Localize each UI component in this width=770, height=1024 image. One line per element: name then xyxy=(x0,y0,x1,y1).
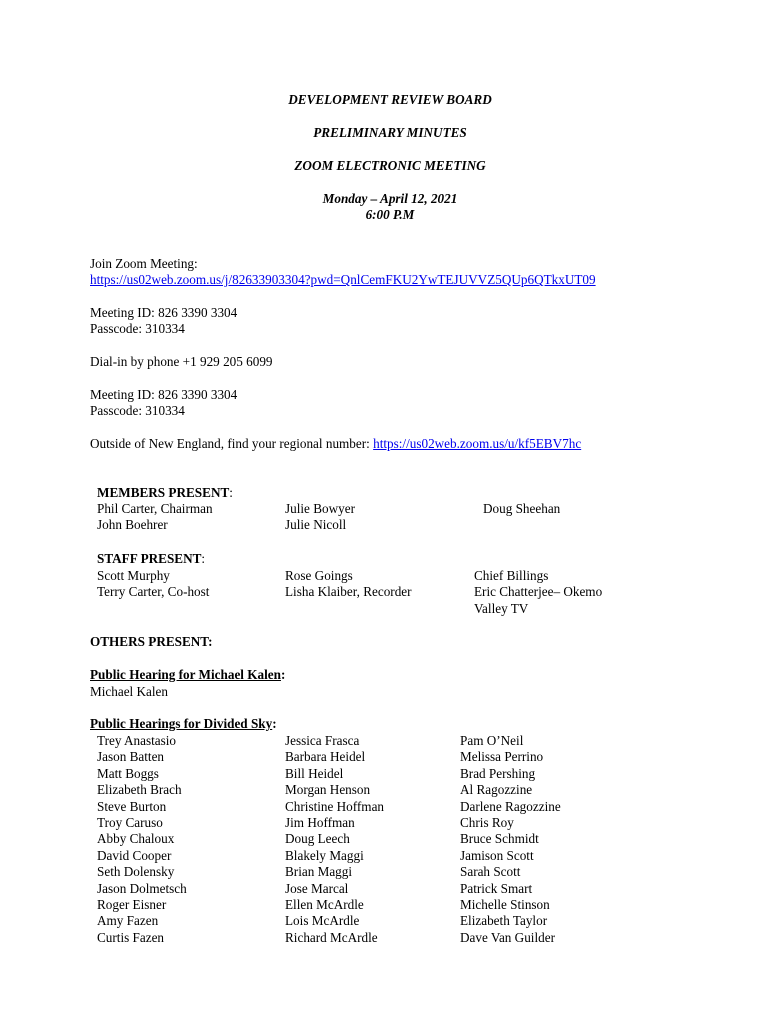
attendee-name: Darlene Ragozzine xyxy=(460,798,561,814)
join-zoom-link[interactable]: https://us02web.zoom.us/j/82633903304?pwd=QnlCemFKU2YwTEJUVVZ5QUp6QTkxUT09 xyxy=(90,272,596,287)
divided-sky-heading-line: Public Hearings for Divided Sky: xyxy=(90,716,277,731)
members-heading-line: MEMBERS PRESENT: xyxy=(97,485,233,500)
attendee-name: Ellen McArdle xyxy=(285,897,364,913)
attendee-name: Christine Hoffman xyxy=(285,798,385,814)
regional-number-line xyxy=(90,436,581,452)
member-name: Julie Nicoll xyxy=(285,517,347,533)
staff-col-1 xyxy=(97,568,209,601)
attendee-name: Abby Chaloux xyxy=(97,831,175,847)
attendee-name: Sarah Scott xyxy=(460,864,521,880)
staff-heading-line: STAFF PRESENT: xyxy=(97,551,206,566)
attendee-name: Brian Maggi xyxy=(285,864,353,880)
attendee-name: Jim Hoffman xyxy=(285,815,355,831)
attendee-name: Matt Boggs xyxy=(97,765,159,781)
staff-col-2 xyxy=(285,568,412,601)
attendee-name: Lois McArdle xyxy=(285,913,360,929)
regional-number-label: Outside of New England, find your regional number: xyxy=(90,436,374,451)
staff-name: Eric Chatterjee– Okemo xyxy=(474,584,603,600)
kalen-hearing-heading-line: Public Hearing for Michael Kalen: xyxy=(90,667,286,682)
attendee-name: Patrick Smart xyxy=(460,880,533,896)
divided-sky-col-2 xyxy=(285,733,384,946)
attendee-name: Al Ragozzine xyxy=(460,782,533,798)
attendee-name: Troy Caruso xyxy=(97,815,163,831)
attendee-name: Elizabeth Taylor xyxy=(460,913,548,929)
passcode-2: Passcode: 310334 xyxy=(90,403,185,418)
attendee-name: Jamison Scott xyxy=(460,847,534,863)
staff-heading: STAFF PRESENT xyxy=(97,551,202,566)
attendee-name: Amy Fazen xyxy=(97,913,159,929)
kalen-attendee: Michael Kalen xyxy=(90,684,168,699)
member-name: Julie Bowyer xyxy=(285,501,355,516)
members-col-2 xyxy=(285,501,355,534)
attendee-name: Steve Burton xyxy=(97,798,167,814)
staff-col-3 xyxy=(474,568,602,617)
regional-number-link[interactable]: https://us02web.zoom.us/u/kf5EBV7hc xyxy=(373,436,582,451)
staff-name: Scott Murphy xyxy=(97,568,170,583)
meeting-date: Monday – April 12, 2021 xyxy=(322,191,458,206)
attendee-name: Seth Dolensky xyxy=(97,864,175,880)
attendee-name: Elizabeth Brach xyxy=(97,782,182,798)
staff-name: Terry Carter, Co-host xyxy=(97,584,210,600)
attendee-name: Jason Dolmetsch xyxy=(97,880,187,896)
meeting-type: ZOOM ELECTRONIC MEETING xyxy=(294,158,486,173)
member-name: Doug Sheehan xyxy=(483,501,561,516)
attendee-name: Morgan Henson xyxy=(285,782,371,798)
staff-name: Valley TV xyxy=(474,600,529,616)
meeting-id-1: Meeting ID: 826 3390 3304 xyxy=(90,305,238,320)
others-heading: OTHERS PRESENT: xyxy=(90,634,213,649)
attendee-name: Trey Anastasio xyxy=(97,733,177,748)
divided-sky-col-3 xyxy=(460,733,561,946)
attendee-name: Jessica Frasca xyxy=(285,733,360,748)
attendee-name: Michelle Stinson xyxy=(460,897,550,913)
attendee-name: Blakely Maggi xyxy=(285,847,364,863)
attendee-name: Bruce Schmidt xyxy=(460,831,539,847)
board-title: DEVELOPMENT REVIEW BOARD xyxy=(288,92,492,107)
attendee-name: Roger Eisner xyxy=(97,897,167,913)
dial-in-number: Dial-in by phone +1 929 205 6099 xyxy=(90,354,273,369)
members-col-3 xyxy=(483,501,560,517)
join-zoom-label: Join Zoom Meeting: xyxy=(90,256,198,271)
attendee-name: Curtis Fazen xyxy=(97,929,165,945)
attendee-name: Jason Batten xyxy=(97,749,165,765)
attendee-name: Melissa Perrino xyxy=(460,749,544,765)
member-name: Phil Carter, Chairman xyxy=(97,501,213,516)
staff-name: Lisha Klaiber, Recorder xyxy=(285,584,412,600)
passcode-1: Passcode: 310334 xyxy=(90,321,185,336)
meeting-time: 6:00 P.M xyxy=(365,207,415,222)
attendee-name: David Cooper xyxy=(97,847,172,863)
kalen-hearing-heading: Public Hearing for Michael Kalen xyxy=(90,667,281,682)
member-name: John Boehrer xyxy=(97,517,168,533)
members-col-1 xyxy=(97,501,213,534)
divided-sky-heading: Public Hearings for Divided Sky xyxy=(90,716,273,731)
meeting-id-2: Meeting ID: 826 3390 3304 xyxy=(90,387,238,402)
attendee-name: Richard McArdle xyxy=(285,929,378,945)
attendee-name: Doug Leech xyxy=(285,831,350,847)
members-heading: MEMBERS PRESENT xyxy=(97,485,230,500)
attendee-name: Barbara Heidel xyxy=(285,749,366,765)
attendee-name: Jose Marcal xyxy=(285,880,349,896)
attendee-name: Pam O’Neil xyxy=(460,733,524,748)
attendee-name: Brad Pershing xyxy=(460,765,536,781)
attendee-name: Dave Van Guilder xyxy=(460,929,555,945)
attendee-name: Bill Heidel xyxy=(285,765,344,781)
divided-sky-col-1 xyxy=(97,733,187,946)
staff-name: Chief Billings xyxy=(474,568,549,583)
attendee-name: Chris Roy xyxy=(460,815,514,831)
minutes-title: PRELIMINARY MINUTES xyxy=(313,125,467,140)
staff-name: Rose Goings xyxy=(285,568,353,583)
